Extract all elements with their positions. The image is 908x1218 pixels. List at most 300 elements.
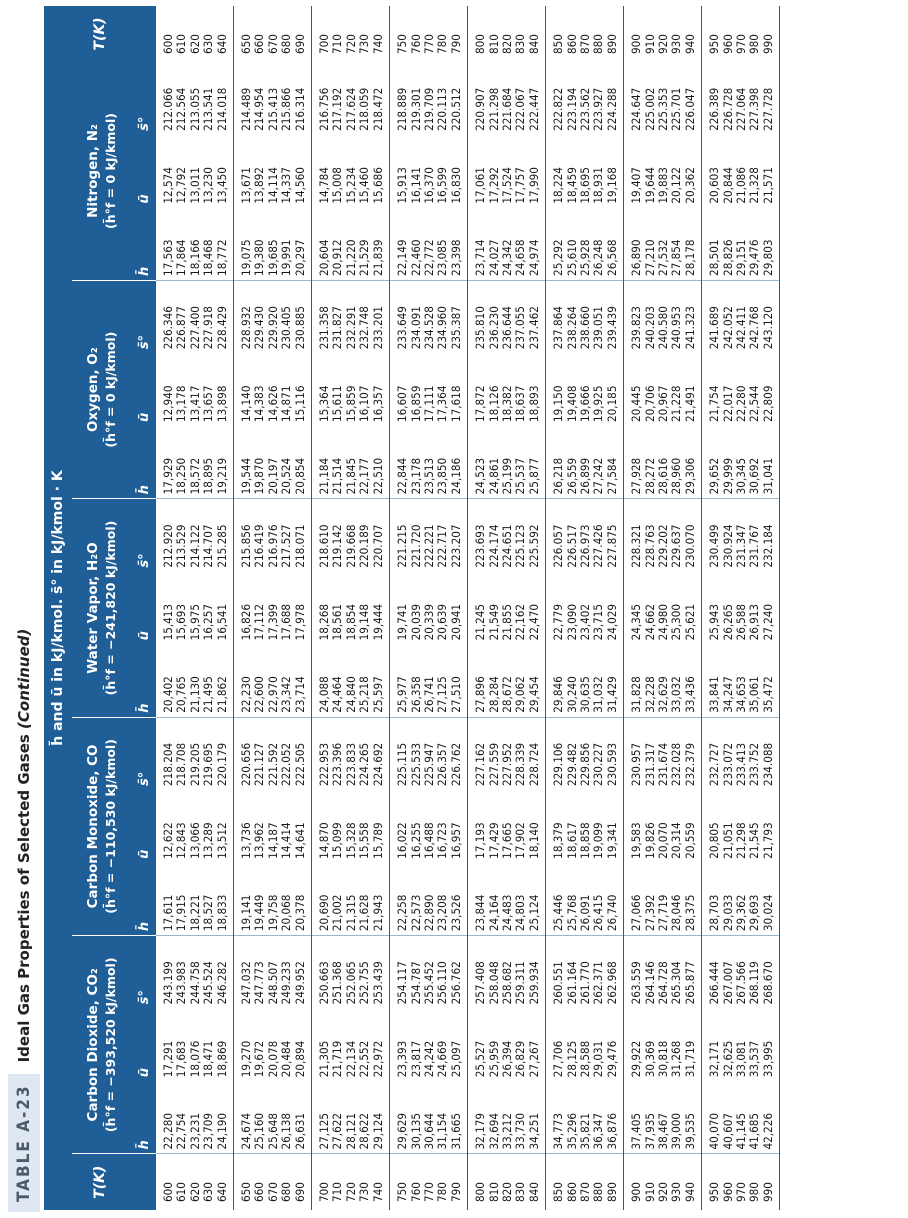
column-header: s̄° [132,62,156,135]
gas-formation-enthalpy: (h̄°f = −110,530 kJ/kmol) [103,739,118,914]
value-cell: 16,022 [395,822,410,859]
value-cell: 219.709 [421,87,436,131]
value-cell: 21,002 [331,863,344,936]
ideal-gas-table [44,6,780,1210]
value-cell: 221.684 [499,87,514,131]
value-cell: 21,228 [669,385,684,423]
value-cell: 24,483 [501,863,514,936]
column-header: h̄ [132,1081,156,1154]
value-cell: 26,394 [499,1040,514,1078]
value-cell: 18,126 [486,385,501,423]
value-cell: 27,854 [670,208,683,281]
value-cell: 15,116 [294,353,312,426]
value-cell: 17,872 [473,385,488,423]
value-cell: 16,859 [408,385,423,423]
temperature-cell: 660 [252,1182,267,1202]
table-row [294,6,312,1210]
value-cell: 19,408 [564,385,579,423]
value-cell: 26,899 [579,426,592,499]
value-cell: 13,417 [187,385,202,423]
value-cell: 26,913 [747,603,762,641]
value-cell: 25,621 [684,572,702,645]
value-cell: 221.127 [252,742,267,787]
value-cell: 31,154 [436,1081,449,1154]
value-cell: 17,429 [486,822,501,859]
temperature-cell: 640 [216,6,234,62]
value-cell: 234.528 [421,306,436,350]
temperature-cell: 970 [734,34,749,54]
value-cell: 16,255 [408,822,423,859]
value-cell: 19,150 [551,385,566,423]
temperature-cell: 980 [747,34,762,54]
value-cell: 19,826 [642,822,657,859]
value-cell: 21,051 [720,822,735,859]
table-row [345,6,358,1210]
value-cell: 23,526 [450,863,468,936]
value-cell: 222.822 [551,87,566,131]
temp-header-right: T(K) [44,6,156,62]
value-cell: 22,779 [551,603,566,641]
value-cell: 23,402 [577,603,592,641]
value-cell: 223.396 [330,742,345,787]
value-cell: 18,695 [577,167,592,204]
value-cell: 17,683 [174,1040,189,1078]
value-cell: 17,112 [252,603,267,641]
value-cell: 33,730 [514,1081,527,1154]
value-cell: 20,967 [656,385,670,423]
value-cell: 247.032 [239,961,254,1005]
value-cell: 216.756 [317,87,332,131]
value-cell: 26,091 [579,863,592,936]
value-cell: 217.527 [279,524,294,568]
value-cell: 32,694 [488,1081,501,1154]
value-cell: 220.189 [357,524,372,568]
column-header: h̄ [132,426,156,499]
value-cell: 28,375 [684,863,702,936]
value-cell: 15,611 [330,385,345,423]
value-cell: 226.973 [577,524,592,568]
temperature-cell: 960 [720,1182,735,1202]
value-cell: 26,631 [294,1081,312,1154]
value-cell: 229.637 [669,524,684,568]
value-cell: 21,491 [684,353,702,426]
value-cell: 252.065 [343,961,358,1005]
column-header: ū [132,135,156,208]
value-cell: 15,859 [343,385,358,423]
value-cell: 215.413 [265,87,280,131]
temperature-cell: 800 [473,1182,488,1202]
temperature-cell: 800 [473,34,488,54]
value-cell: 249.233 [279,961,294,1005]
value-cell: 222.717 [435,524,450,568]
value-cell: 264.146 [642,961,657,1005]
value-cell: 17,990 [528,135,546,208]
value-cell: 12,792 [174,167,189,204]
value-cell: 16,370 [421,167,436,204]
value-cell: 20,639 [435,603,450,641]
value-cell: 254.787 [408,961,423,1005]
value-cell: 231.317 [642,742,657,787]
temperature-cell: 880 [591,34,606,54]
temperature-cell: 750 [395,1182,410,1202]
value-cell: 19,141 [234,863,254,936]
value-cell: 245.524 [201,961,216,1005]
value-cell: 19,380 [253,208,266,281]
value-cell: 18,140 [528,790,546,863]
value-cell: 16,957 [450,790,468,863]
value-cell: 19,672 [252,1040,267,1078]
value-cell: 18,895 [202,426,215,499]
temperature-cell: 670 [265,34,280,54]
value-cell: 30,644 [423,1081,436,1154]
unit-banner: h̄ and ū in kJ/kmol. s̄° in kJ/kmol · K [44,62,72,1154]
temperature-cell: 770 [421,34,436,54]
value-cell: 256.762 [450,936,468,1009]
value-cell: 20,765 [175,644,188,717]
temperature-cell: 840 [528,1154,546,1210]
value-cell: 24,186 [450,426,468,499]
value-cell: 230.924 [720,524,735,568]
value-cell: 224.265 [357,742,372,787]
value-cell: 34,251 [528,1081,546,1154]
temperature-cell: 630 [201,34,216,54]
value-cell: 25,218 [358,644,371,717]
value-cell: 246.282 [216,936,234,1009]
value-cell: 225.002 [642,87,657,131]
temperature-cell: 730 [357,1182,372,1202]
value-cell: 17,291 [161,1040,175,1078]
value-cell: 222.447 [528,62,546,135]
value-cell: 26,588 [734,603,749,641]
value-cell: 219.301 [408,87,423,131]
value-cell: 25,943 [707,603,722,641]
value-cell: 225.701 [669,87,684,131]
value-cell: 25,300 [669,603,684,641]
value-cell: 265.877 [684,936,702,1009]
value-cell: 33,212 [501,1081,514,1154]
value-cell: 226.346 [161,306,175,350]
value-cell: 213.529 [174,524,189,568]
value-cell: 28,703 [702,863,722,936]
value-cell: 15,975 [187,603,202,641]
value-cell: 20,068 [280,863,293,936]
value-cell: 31,032 [592,644,605,717]
value-cell: 16,607 [395,385,410,423]
value-cell: 21,514 [331,426,344,499]
gas-name: Carbon Dioxide, CO₂ [85,968,101,1122]
value-cell: 227.064 [734,87,749,131]
value-cell: 24,674 [234,1081,254,1154]
value-cell: 215.866 [279,87,294,131]
temperature-cell: 900 [629,1182,644,1202]
value-cell: 40,607 [722,1081,735,1154]
table-row [566,6,579,1210]
temperature-cell: 620 [187,1182,202,1202]
value-cell: 20,484 [279,1040,294,1078]
value-cell: 17,864 [175,208,188,281]
value-cell: 37,405 [624,1081,644,1154]
value-cell: 19,870 [253,426,266,499]
value-cell: 22,280 [734,385,749,423]
table-row [189,6,202,1210]
value-cell: 26,415 [592,863,605,936]
value-cell: 19,444 [372,572,390,645]
value-cell: 22,890 [423,863,436,936]
temperature-cell: 850 [551,1182,566,1202]
value-cell: 40,070 [702,1081,722,1154]
temperature-cell: 980 [747,1182,762,1202]
value-cell: 17,618 [450,353,468,426]
value-cell: 215.285 [216,499,234,572]
value-cell: 27,706 [551,1040,566,1078]
value-cell: 21,862 [216,644,234,717]
value-cell: 228.724 [528,717,546,790]
value-cell: 34,773 [546,1081,566,1154]
value-cell: 239.439 [606,280,624,353]
value-cell: 39,535 [684,1081,702,1154]
value-cell: 219.695 [201,742,216,787]
table-row [216,6,234,1210]
value-cell: 25,928 [579,208,592,281]
value-cell: 26,741 [423,644,436,717]
value-cell: 235.387 [450,280,468,353]
value-cell: 255.452 [421,961,436,1005]
value-cell: 264.728 [656,961,670,1005]
value-cell: 29,306 [684,426,702,499]
value-cell: 24,974 [528,208,546,281]
value-cell: 25,537 [514,426,527,499]
value-cell: 33,537 [747,1040,762,1078]
value-cell: 19,407 [629,167,644,204]
value-cell: 223.927 [591,87,606,131]
table-row [606,6,624,1210]
gas-header [72,280,132,498]
value-cell: 213.541 [201,87,216,131]
value-cell: 29,033 [722,863,735,936]
temperature-cell: 830 [513,1182,528,1202]
value-cell: 22,470 [528,572,546,645]
value-cell: 258.682 [499,961,514,1005]
value-cell: 25,610 [566,208,579,281]
value-cell: 229.920 [265,306,280,350]
temperature-cell: 660 [252,34,267,54]
value-cell: 14,337 [279,167,294,204]
value-cell: 13,898 [216,353,234,426]
value-cell: 23,844 [468,863,488,936]
value-cell: 265.304 [669,961,684,1005]
value-cell: 19,925 [591,385,606,423]
value-cell: 218.204 [161,742,175,787]
table-row [762,6,780,1210]
value-cell: 229.202 [656,524,670,568]
value-cell: 12,843 [174,822,189,859]
value-cell: 19,583 [629,822,644,859]
value-cell: 21,943 [372,863,390,936]
value-cell: 242.411 [734,306,749,350]
table-caption [6,629,42,1212]
value-cell: 231.767 [747,524,762,568]
table-row [436,6,449,1210]
value-cell: 29,846 [546,644,566,717]
value-cell: 22,970 [267,644,280,717]
temperature-cell: 790 [450,1154,468,1210]
value-cell: 223.562 [577,87,592,131]
temperature-cell: 860 [564,1182,579,1202]
value-cell: 32,179 [468,1081,488,1154]
value-cell: 268.670 [762,936,780,1009]
temperature-cell: 880 [591,1182,606,1202]
value-cell: 27,510 [450,644,468,717]
value-cell: 231.358 [317,306,332,350]
value-cell: 223.833 [343,742,358,787]
value-cell: 21,130 [189,644,202,717]
value-cell: 13,657 [201,385,216,423]
value-cell: 240.953 [669,306,684,350]
temperature-cell: 760 [408,1182,423,1202]
value-cell: 243.120 [762,280,780,353]
value-cell: 32,171 [707,1040,722,1078]
table-row [331,6,344,1210]
temperature-cell: 690 [294,6,312,62]
value-cell: 27,210 [644,208,657,281]
value-cell: 224.174 [486,524,501,568]
value-cell: 233.649 [395,306,410,350]
value-cell: 267.566 [734,961,749,1005]
value-cell: 23,231 [189,1081,202,1154]
value-cell: 20,339 [421,603,436,641]
value-cell: 20,604 [312,208,332,281]
value-cell: 227.400 [187,306,202,350]
value-cell: 214.489 [239,87,254,131]
value-cell: 29,362 [735,863,748,936]
value-cell: 27,240 [762,572,780,645]
value-cell: 227.398 [747,87,762,131]
value-cell: 234.091 [408,306,423,350]
value-cell: 221.215 [395,524,410,568]
value-cell: 29,454 [528,644,546,717]
value-cell: 212.920 [161,524,175,568]
value-cell: 20,445 [629,385,644,423]
temperature-cell: 710 [330,34,345,54]
table-title-text: Ideal Gas Properties of Selected Gases [15,734,33,1063]
table-row [501,6,514,1210]
value-cell: 13,512 [216,790,234,863]
value-cell: 266.444 [707,961,722,1005]
value-cell: 19,544 [234,426,254,499]
temperature-cell: 650 [239,1182,254,1202]
value-cell: 14,626 [265,385,280,423]
value-cell: 35,472 [762,644,780,717]
value-cell: 214.122 [187,524,202,568]
value-cell: 14,114 [265,167,280,204]
value-cell: 243.983 [174,961,189,1005]
value-cell: 230.957 [629,742,644,787]
value-cell: 227.559 [486,742,501,787]
table-row [234,6,254,1210]
value-cell: 222.067 [513,87,528,131]
value-cell: 22,544 [747,385,762,423]
value-cell: 23,817 [408,1040,423,1078]
gas-header [72,717,132,935]
value-cell: 27,242 [592,426,605,499]
value-cell: 25,959 [486,1040,501,1078]
temperature-cell: 810 [486,1182,501,1202]
table-row [253,6,266,1210]
value-cell: 29,151 [735,208,748,281]
value-cell: 220.907 [473,87,488,131]
value-cell: 215.856 [239,524,254,568]
value-cell: 31,268 [669,1040,684,1078]
value-cell: 16,541 [216,572,234,645]
value-cell: 39,000 [670,1081,683,1154]
value-cell: 216.419 [252,524,267,568]
column-header: s̄° [132,280,156,353]
table-row [358,6,371,1210]
value-cell: 221.592 [265,742,280,787]
value-cell: 15,686 [372,135,390,208]
value-cell: 20,402 [156,644,175,717]
column-header: ū [132,572,156,645]
value-cell: 220.179 [216,717,234,790]
value-cell: 21,529 [358,208,371,281]
value-cell: 260.551 [551,961,566,1005]
value-cell: 31,719 [684,1008,702,1081]
column-header: h̄ [132,208,156,281]
value-cell: 12,574 [161,167,175,204]
value-cell: 20,805 [707,822,722,859]
value-cell: 20,378 [294,863,312,936]
value-cell: 18,221 [189,863,202,936]
value-cell: 27,896 [468,644,488,717]
value-cell: 22,510 [372,426,390,499]
table-row [488,6,501,1210]
value-cell: 25,160 [253,1081,266,1154]
value-cell: 24,669 [435,1040,450,1078]
gas-header [72,936,132,1154]
value-cell: 263.559 [629,961,644,1005]
value-cell: 219.205 [187,742,202,787]
gas-header [72,499,132,717]
temperature-cell: 820 [499,1182,514,1202]
value-cell: 29,693 [748,863,761,936]
temperature-cell: 720 [343,34,358,54]
value-cell: 259.311 [513,961,528,1005]
value-cell: 37,935 [644,1081,657,1154]
column-header-row [132,6,156,1210]
value-cell: 21,220 [345,208,358,281]
value-cell: 221.720 [408,524,423,568]
value-cell: 241.323 [684,280,702,353]
value-cell: 14,871 [279,385,294,423]
value-cell: 27,532 [657,208,670,281]
temperature-cell: 610 [174,34,189,54]
value-cell: 26,568 [606,208,624,281]
table-row [312,6,332,1210]
value-cell: 220.113 [435,87,450,131]
value-cell: 230.227 [591,742,606,787]
value-cell: 21,184 [312,426,332,499]
value-cell: 238.264 [564,306,579,350]
value-cell: 26,358 [410,644,423,717]
value-cell: 25,199 [501,426,514,499]
temperature-cell: 910 [642,1182,657,1202]
value-cell: 33,841 [702,644,722,717]
gas-formation-enthalpy: (h̄°f = 0 kJ/kmol) [103,112,118,229]
value-cell: 17,665 [499,822,514,859]
temperature-cell: 670 [265,1182,280,1202]
value-cell: 27,392 [644,863,657,936]
value-cell: 222.221 [421,524,436,568]
